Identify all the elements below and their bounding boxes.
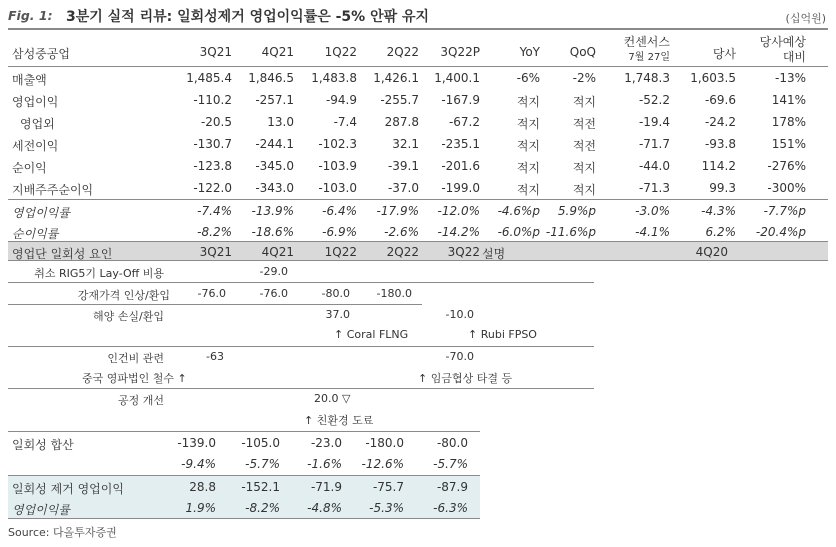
cell-value: -18.6% <box>251 225 294 239</box>
cell-pct: -1.6% <box>307 457 342 471</box>
cell-value: -14.2% <box>437 225 480 239</box>
cell-value: -8.2% <box>197 225 232 239</box>
cell-value: -103.0 <box>318 181 357 195</box>
row-label: 영업이익 <box>12 95 59 109</box>
one-off-row <box>8 261 594 283</box>
cell-value: -76.0 <box>197 287 226 300</box>
cell-pct: -8.2% <box>245 501 280 515</box>
row-label: 순이익 <box>12 161 47 175</box>
table-row <box>8 199 828 221</box>
cell-pct: -9.4% <box>181 457 216 471</box>
one-off-sum-block <box>8 431 480 475</box>
cell-value: 적지 <box>572 161 596 175</box>
cell-value: 37.0 <box>325 308 350 321</box>
figure-label: Fig. 1: <box>8 8 53 23</box>
source-note: Source: 다올투자증권 <box>8 526 117 539</box>
cell-value: -235.1 <box>441 137 480 151</box>
cell-value: -199.0 <box>441 181 480 195</box>
cell-value: 1,748.3 <box>624 71 670 85</box>
table-row <box>8 111 828 133</box>
cell-value: -167.9 <box>441 93 480 107</box>
cell-value: -13.9% <box>251 204 294 218</box>
table-row <box>8 89 828 111</box>
cell-value: -300% <box>767 181 806 195</box>
figure-title: 3분기 실적 리뷰: 일회성제거 영업이익률은 -5% 안팎 유지 <box>66 9 430 25</box>
col-header: 2Q22 <box>386 245 419 259</box>
vs-line1: 당사예상 <box>759 35 806 49</box>
cell-value: 적지 <box>572 95 596 109</box>
header-corner: 삼성중공업 <box>12 47 70 61</box>
cell-value: -122.0 <box>193 181 232 195</box>
cell-value: -23.0 <box>310 436 342 450</box>
cell-value: 적지 <box>572 183 596 197</box>
cell-value: 1,846.5 <box>248 71 294 85</box>
cell-value: 287.8 <box>384 115 419 129</box>
cell-pct: -5.3% <box>369 501 404 515</box>
cell-value: -39.1 <box>387 159 419 173</box>
cell-note: ↑ 임금협상 타결 등 <box>418 372 513 385</box>
col-header: 1Q22 <box>324 45 357 59</box>
table-row <box>8 133 828 155</box>
unit-label: (십억원) <box>785 12 826 25</box>
table-row <box>8 155 828 177</box>
cell-value: 1,483.8 <box>311 71 357 85</box>
cell-value: -69.6 <box>704 93 736 107</box>
cell-value: -180.0 <box>376 287 412 300</box>
cell-value: -123.8 <box>193 159 232 173</box>
cell-value: -4.1% <box>635 225 670 239</box>
row-label: 공정 개선 <box>117 394 164 407</box>
cell-value: -6.0%p <box>497 225 540 239</box>
cell-value: -7.4 <box>333 115 357 129</box>
col-header: 3Q22 <box>447 245 480 259</box>
row-label: 순이익률 <box>12 227 59 241</box>
cell-value: -130.7 <box>193 137 232 151</box>
cell-value: -71.9 <box>310 480 342 494</box>
cell-value: 적지 <box>516 139 540 153</box>
cell-pct: -12.6% <box>361 457 404 471</box>
cell-pct: -4.8% <box>307 501 342 515</box>
row-label: 세전이익 <box>12 139 59 153</box>
cell-value: -75.7 <box>372 480 404 494</box>
cell-value: 적지 <box>516 183 540 197</box>
one-off-header <box>8 241 828 261</box>
cell-value: 28.8 <box>189 480 216 494</box>
row-label: 영업외 <box>20 117 55 131</box>
col-header: 4Q20 <box>695 245 728 259</box>
cell-value: -20.5 <box>200 115 232 129</box>
cell-value: -4.3% <box>701 204 736 218</box>
cell-value: -2.6% <box>384 225 419 239</box>
cell-value: -343.0 <box>255 181 294 195</box>
vs-line2: 대비 <box>782 50 806 64</box>
cell-value: -103.9 <box>318 159 357 173</box>
col-header: QoQ <box>569 45 596 59</box>
table-row <box>8 177 828 199</box>
cell-pct: -5.7% <box>433 457 468 471</box>
cell-value: 99.3 <box>709 181 736 195</box>
one-off-row <box>8 347 594 389</box>
cell-value: -105.0 <box>241 436 280 450</box>
col-header: 1Q22 <box>324 245 357 259</box>
col-header: 2Q22 <box>386 45 419 59</box>
cell-value: 114.2 <box>701 159 736 173</box>
cell-value: -12.0% <box>437 204 480 218</box>
row-label: 일회성 제거 영업이익 <box>12 482 124 496</box>
row-label: 지배주주순이익 <box>12 183 94 197</box>
earnings-table <box>8 33 828 243</box>
col-header-vs <box>760 35 806 65</box>
one-off-row <box>8 283 422 305</box>
cell-value: -29.0 <box>259 265 288 278</box>
cell-value: 13.0 <box>267 115 294 129</box>
cell-value: -7.7%p <box>763 204 806 218</box>
cell-value: -257.1 <box>255 93 294 107</box>
consensus-line2: 7월 27일 <box>628 52 670 63</box>
cell-value: -80.0 <box>436 436 468 450</box>
cell-value: -80.0 <box>321 287 350 300</box>
cell-value: 141% <box>771 93 806 107</box>
row-label: 취소 RIG5기 Lay-Off 비용 <box>34 267 164 280</box>
cell-pct: -5.7% <box>245 457 280 471</box>
cell-pct: -6.3% <box>433 501 468 515</box>
cell-value: -63 <box>206 350 224 363</box>
cell-value: -19.4 <box>638 115 670 129</box>
cell-note: 중국 영파법인 철수 ↑ <box>82 372 187 385</box>
row-label: 해양 손실/환입 <box>93 310 164 323</box>
cell-value: -24.2 <box>704 115 736 129</box>
cell-value: 20.0 ▽ <box>314 392 351 405</box>
cell-value: 적지 <box>516 117 540 131</box>
row-label: 영업이익률 <box>12 206 70 220</box>
table-row <box>8 221 828 243</box>
cell-value: -67.2 <box>448 115 480 129</box>
cell-value: 적지 <box>516 161 540 175</box>
cell-value: -110.2 <box>193 93 232 107</box>
row-label: 매출액 <box>12 73 47 87</box>
table-row <box>8 67 828 89</box>
cell-value: -70.0 <box>445 350 474 363</box>
cell-value: 151% <box>771 137 806 151</box>
cell-value: -76.0 <box>259 287 288 300</box>
cell-value: -87.9 <box>436 480 468 494</box>
cell-value: 178% <box>771 115 806 129</box>
col-header: 3Q21 <box>199 245 232 259</box>
cell-value: -152.1 <box>241 480 280 494</box>
col-header: 3Q22P <box>440 45 480 59</box>
cell-value: -244.1 <box>255 137 294 151</box>
cell-value: -93.8 <box>704 137 736 151</box>
cell-value: -94.9 <box>325 93 357 107</box>
cell-value: -276% <box>767 159 806 173</box>
cell-value: -2% <box>572 71 596 85</box>
figure-title-bar <box>8 4 828 30</box>
cell-value: -3.0% <box>635 204 670 218</box>
cell-value: 적지 <box>516 95 540 109</box>
col-header: 설명 <box>482 247 506 261</box>
table-header-row <box>8 33 828 67</box>
cell-pct: 1.9% <box>185 501 216 515</box>
adjusted-op-block <box>8 475 480 519</box>
one-off-corner: 영업단 일회성 요인 <box>12 247 113 261</box>
cell-value: 1,485.4 <box>186 71 232 85</box>
consensus-line1: 컨센서스 <box>623 35 670 49</box>
cell-value: -6.4% <box>322 204 357 218</box>
col-header-consensus <box>624 35 670 65</box>
cell-value: -37.0 <box>387 181 419 195</box>
cell-value: -180.0 <box>365 436 404 450</box>
cell-value: -71.3 <box>638 181 670 195</box>
one-off-row <box>8 305 594 347</box>
cell-value: -6.9% <box>322 225 357 239</box>
cell-value: -52.2 <box>638 93 670 107</box>
cell-value: 1,426.1 <box>373 71 419 85</box>
cell-value: -13% <box>774 71 806 85</box>
cell-value: -17.9% <box>376 204 419 218</box>
cell-value: 6.2% <box>705 225 736 239</box>
col-header: YoY <box>519 45 540 59</box>
cell-value: -255.7 <box>380 93 419 107</box>
row-label: 강재가격 인상/환입 <box>77 289 170 302</box>
one-off-row <box>8 389 594 431</box>
cell-value: 1,400.1 <box>434 71 480 85</box>
one-off-section <box>8 241 828 261</box>
cell-value: -6% <box>516 71 540 85</box>
cell-value: -4.6%p <box>497 204 540 218</box>
cell-value: -139.0 <box>177 436 216 450</box>
row-label: 인건비 관련 <box>107 352 164 365</box>
cell-value: -7.4% <box>197 204 232 218</box>
cell-value: 1,603.5 <box>690 71 736 85</box>
cell-note: ↑ 친환경 도료 <box>304 414 374 427</box>
cell-value: -20.4%p <box>755 225 806 239</box>
cell-value: 적전 <box>572 139 596 153</box>
cell-value: -11.6%p <box>545 225 596 239</box>
col-header: 4Q21 <box>261 45 294 59</box>
cell-note: ↑ Rubi FPSO <box>468 328 537 341</box>
cell-value: -102.3 <box>318 137 357 151</box>
row-label: 영업이익률 <box>12 503 70 517</box>
cell-value: 적전 <box>572 117 596 131</box>
col-header: 4Q21 <box>261 245 294 259</box>
cell-note: ↑ Coral FLNG <box>334 328 409 341</box>
cell-value: -10.0 <box>445 308 474 321</box>
cell-value: -201.6 <box>441 159 480 173</box>
cell-value: -44.0 <box>638 159 670 173</box>
row-label: 일회성 합산 <box>12 438 74 452</box>
col-header: 3Q21 <box>199 45 232 59</box>
cell-value: 32.1 <box>392 137 419 151</box>
cell-value: -345.0 <box>255 159 294 173</box>
cell-value: 5.9%p <box>557 204 596 218</box>
cell-value: -71.7 <box>638 137 670 151</box>
col-header: 당사 <box>712 47 736 61</box>
